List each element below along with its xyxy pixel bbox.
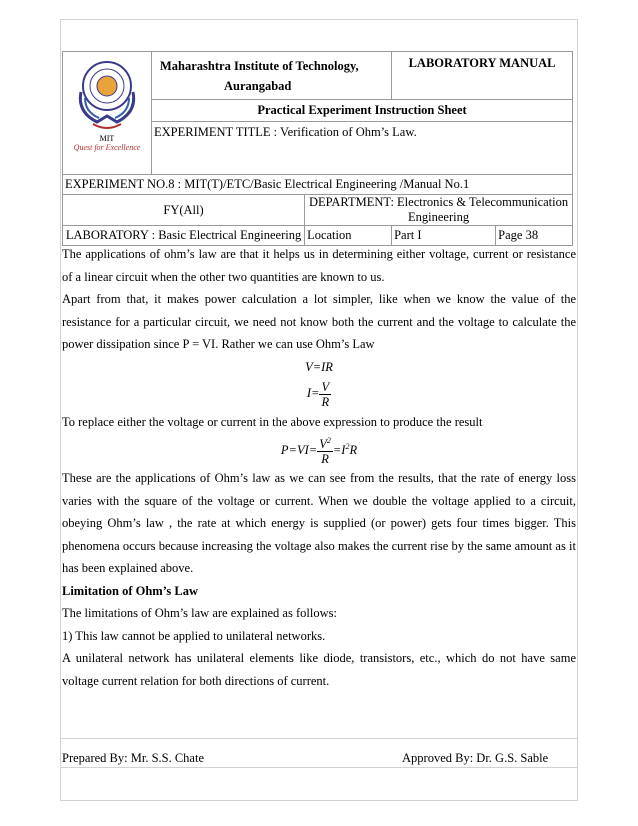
institute-city: Aurangabad [224, 79, 292, 93]
limitation-heading: Limitation of Ohm’s Law [62, 583, 198, 598]
footer [60, 738, 578, 768]
institute-cell [152, 52, 392, 100]
paragraph-limitations-intro: The limitations of Ohm’s law are explained as follows: [62, 606, 337, 621]
laboratory-cell: LABORATORY : Basic Electrical Engineering [63, 226, 305, 246]
paragraph-unilateral: A unilateral network has unilateral elements like diode, transistors, etc., which do not have same voltage current relation for both directions of current. [62, 651, 576, 688]
equation-power-rhs: R [349, 443, 358, 458]
department-cell: DEPARTMENT: Electronics & Telecommunication Engineering [305, 195, 573, 226]
approved-by: Approved By: Dr. G.S. Sable [402, 751, 549, 765]
fraction-denominator: R [321, 451, 329, 466]
equation-power-exponent: 2 [345, 441, 350, 451]
paragraph-replace: To replace either the voltage or current in the above expression to produce the result [62, 414, 483, 429]
fraction-v2-over-r [317, 437, 333, 466]
experiment-no: EXPERIMENT NO.8 : MIT(T)/ETC/Basic Electrical Engineering /Manual No.1 [63, 175, 573, 195]
paragraph-energy-loss: These are the applications of Ohm’s law as we can see from the results, that the rate of energy loss varies with the square of the voltage or current. When we double the voltage applied to a circuit, obeying Ohm’s law , the rate at which energy is supplied (or power) gets four times bigger. This phenomena occurs because increasing the voltage also makes the current rise by the same amount as it has been explained above. [62, 471, 576, 576]
year-cell: FY(All) [63, 195, 305, 226]
page-cell: Page 38 [496, 226, 573, 246]
equation-power [62, 433, 576, 467]
body-content [62, 243, 576, 692]
logo-tagline: Quest for Excellence [73, 143, 141, 152]
fraction-numerator: $V^2$ [319, 435, 331, 451]
equation-current-lhs: I= [306, 386, 320, 400]
sheet-title: Practical Experiment Instruction Sheet [152, 100, 573, 121]
equation-current [62, 378, 576, 409]
logo-name: MIT [99, 134, 115, 143]
header-table [62, 51, 573, 246]
limitation-item-1: 1) This law cannot be applied to unilateral networks. [62, 628, 326, 643]
part-cell: Part I [392, 226, 496, 246]
equation-power-lhs: P=VI= [280, 443, 318, 458]
logo-cell [63, 52, 152, 175]
fraction-v-over-r [319, 380, 331, 409]
paragraph-applications: The applications of ohm’s law are that it helps us in determining either voltage, current or resistance of a linear circuit when the other two quantities are known to us. [62, 247, 576, 284]
experiment-title: EXPERIMENT TITLE : Verification of Ohm’s Law. [152, 121, 573, 174]
prepared-by: Prepared By: Mr. S.S. Chate [62, 751, 205, 765]
paragraph-power: Apart from that, it makes power calculation a lot simpler, like when we know the value of the resistance for a particular circuit, we need not know both the current and the voltage to calculate the power dissipation since P = VI. Rather we can use Ohm’s Law [62, 292, 576, 351]
equation-power-mid: =I [332, 443, 346, 458]
institute-name: Maharashtra Institute of Technology, [160, 59, 359, 73]
location-cell: Location [305, 226, 392, 246]
lab-manual-label: LABORATORY MANUAL [392, 52, 573, 100]
equation-ohms-law: V=IR [305, 359, 333, 374]
fraction-denominator: R [321, 394, 330, 409]
fraction-numerator: V [321, 379, 330, 394]
